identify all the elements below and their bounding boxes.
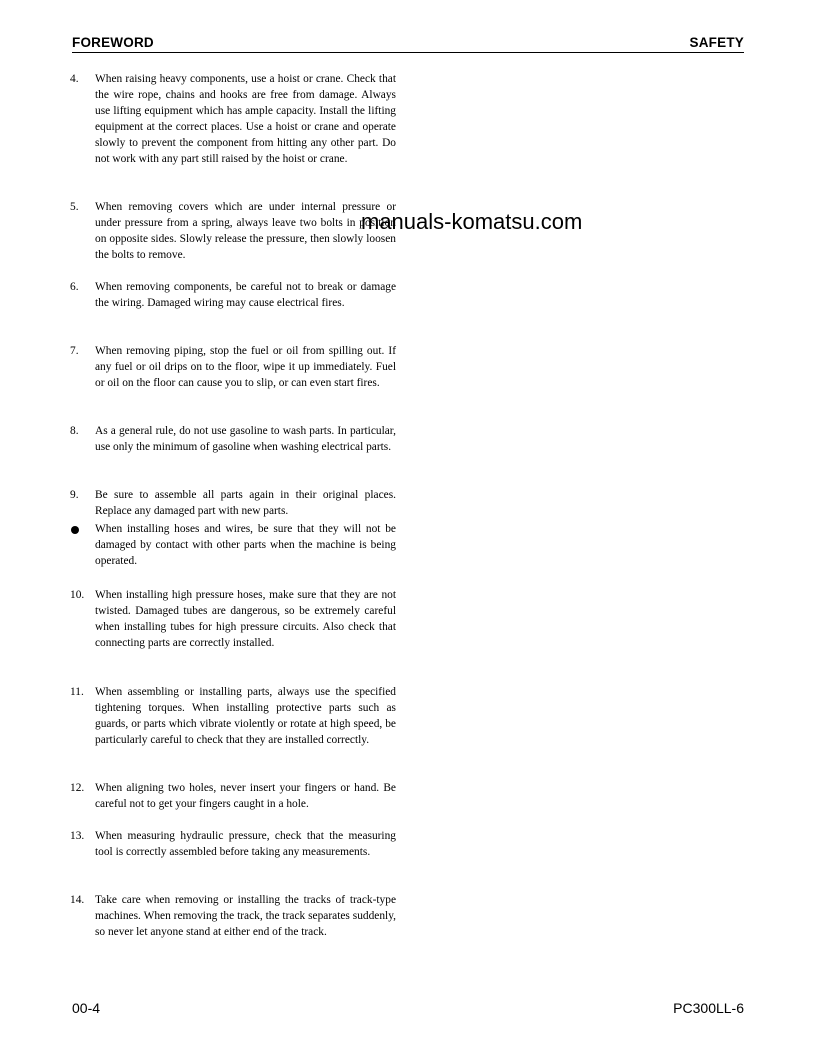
list-item [70, 684, 396, 748]
list-item [70, 828, 396, 860]
model-number: PC300LL-6 [673, 1000, 744, 1016]
list-item [70, 521, 396, 569]
item-number: 7. [70, 345, 79, 357]
item-number: 4. [70, 73, 79, 85]
item-text: When installing high pressure hoses, make sure that they are not twisted. Damaged tubes are dangerous, so be extremely careful when installing tubes for high pressure circuits. Also check that connecting parts are correctly installed. [95, 589, 396, 649]
list-item [70, 487, 396, 519]
list-item [70, 199, 396, 263]
item-number: 8. [70, 425, 79, 437]
list-item [70, 279, 396, 311]
item-text: When removing covers which are under internal pressure or under pressure from a spring, always leave two bolts in position on opposite sides. Slowly release the pressure, then slowly loosen the bolts to remove. [95, 201, 396, 261]
item-number: 6. [70, 281, 79, 293]
item-number: 14. [70, 894, 85, 906]
list-item [70, 343, 396, 391]
section-title: FOREWORD [72, 35, 154, 50]
item-text: Be sure to assemble all parts again in their original places. Replace any damaged part with new parts. [95, 489, 396, 517]
list-item [70, 423, 396, 455]
item-text: When removing piping, stop the fuel or oil from spilling out. If any fuel or oil drips on to the floor, wipe it up immediately. Fuel or oil on the floor can cause you to slip, or can even start fires. [95, 345, 396, 389]
page-number: 00-4 [72, 1000, 101, 1016]
item-text: When aligning two holes, never insert your fingers or hand. Be careful not to get your fingers caught in a hole. [95, 782, 396, 810]
watermark: manuals-komatsu.com [361, 209, 583, 234]
list-item [70, 892, 396, 940]
item-number: 13. [70, 830, 85, 842]
item-text: When measuring hydraulic pressure, check that the measuring tool is correctly assembled before taking any measurements. [95, 830, 396, 858]
item-number: 11. [70, 686, 84, 698]
item-number: 12. [70, 782, 85, 794]
item-text: When removing components, be careful not to break or damage the wiring. Damaged wiring may cause electrical fires. [95, 281, 396, 309]
item-number: 10. [70, 589, 85, 601]
item-number: 9. [70, 489, 79, 501]
list-item [70, 71, 396, 167]
item-text: When installing hoses and wires, be sure that they will not be damaged by contact with other parts when the machine is being operated. [95, 523, 396, 567]
chapter-title: SAFETY [689, 35, 744, 50]
list-item [70, 780, 396, 812]
item-number: 5. [70, 201, 79, 213]
page-header [72, 34, 744, 53]
item-text: Take care when removing or installing the tracks of track-type machines. When removing the track, the track separates suddenly, so never let anyone stand at either end of the track. [95, 894, 396, 938]
list-item [70, 587, 396, 651]
item-text: As a general rule, do not use gasoline to wash parts. In particular, use only the minimum of gasoline when washing electrical parts. [95, 425, 396, 453]
item-text: When raising heavy components, use a hoist or crane. Check that the wire rope, chains and hooks are free from damage. Always use lifting equipment which has ample capacity. Install the lifting equipment at the correct places. Use a hoist or crane and operate slowly to prevent the component from hitting any other part. Do not work with any part still raised by the hoist or crane. [95, 73, 396, 165]
bullet-icon [71, 526, 79, 534]
item-text: When assembling or installing parts, always use the specified tightening torques. When installing protective parts such as guards, or parts which vibrate violently or rotate at high speed, be particularly careful to check that they are installed correctly. [95, 686, 396, 746]
